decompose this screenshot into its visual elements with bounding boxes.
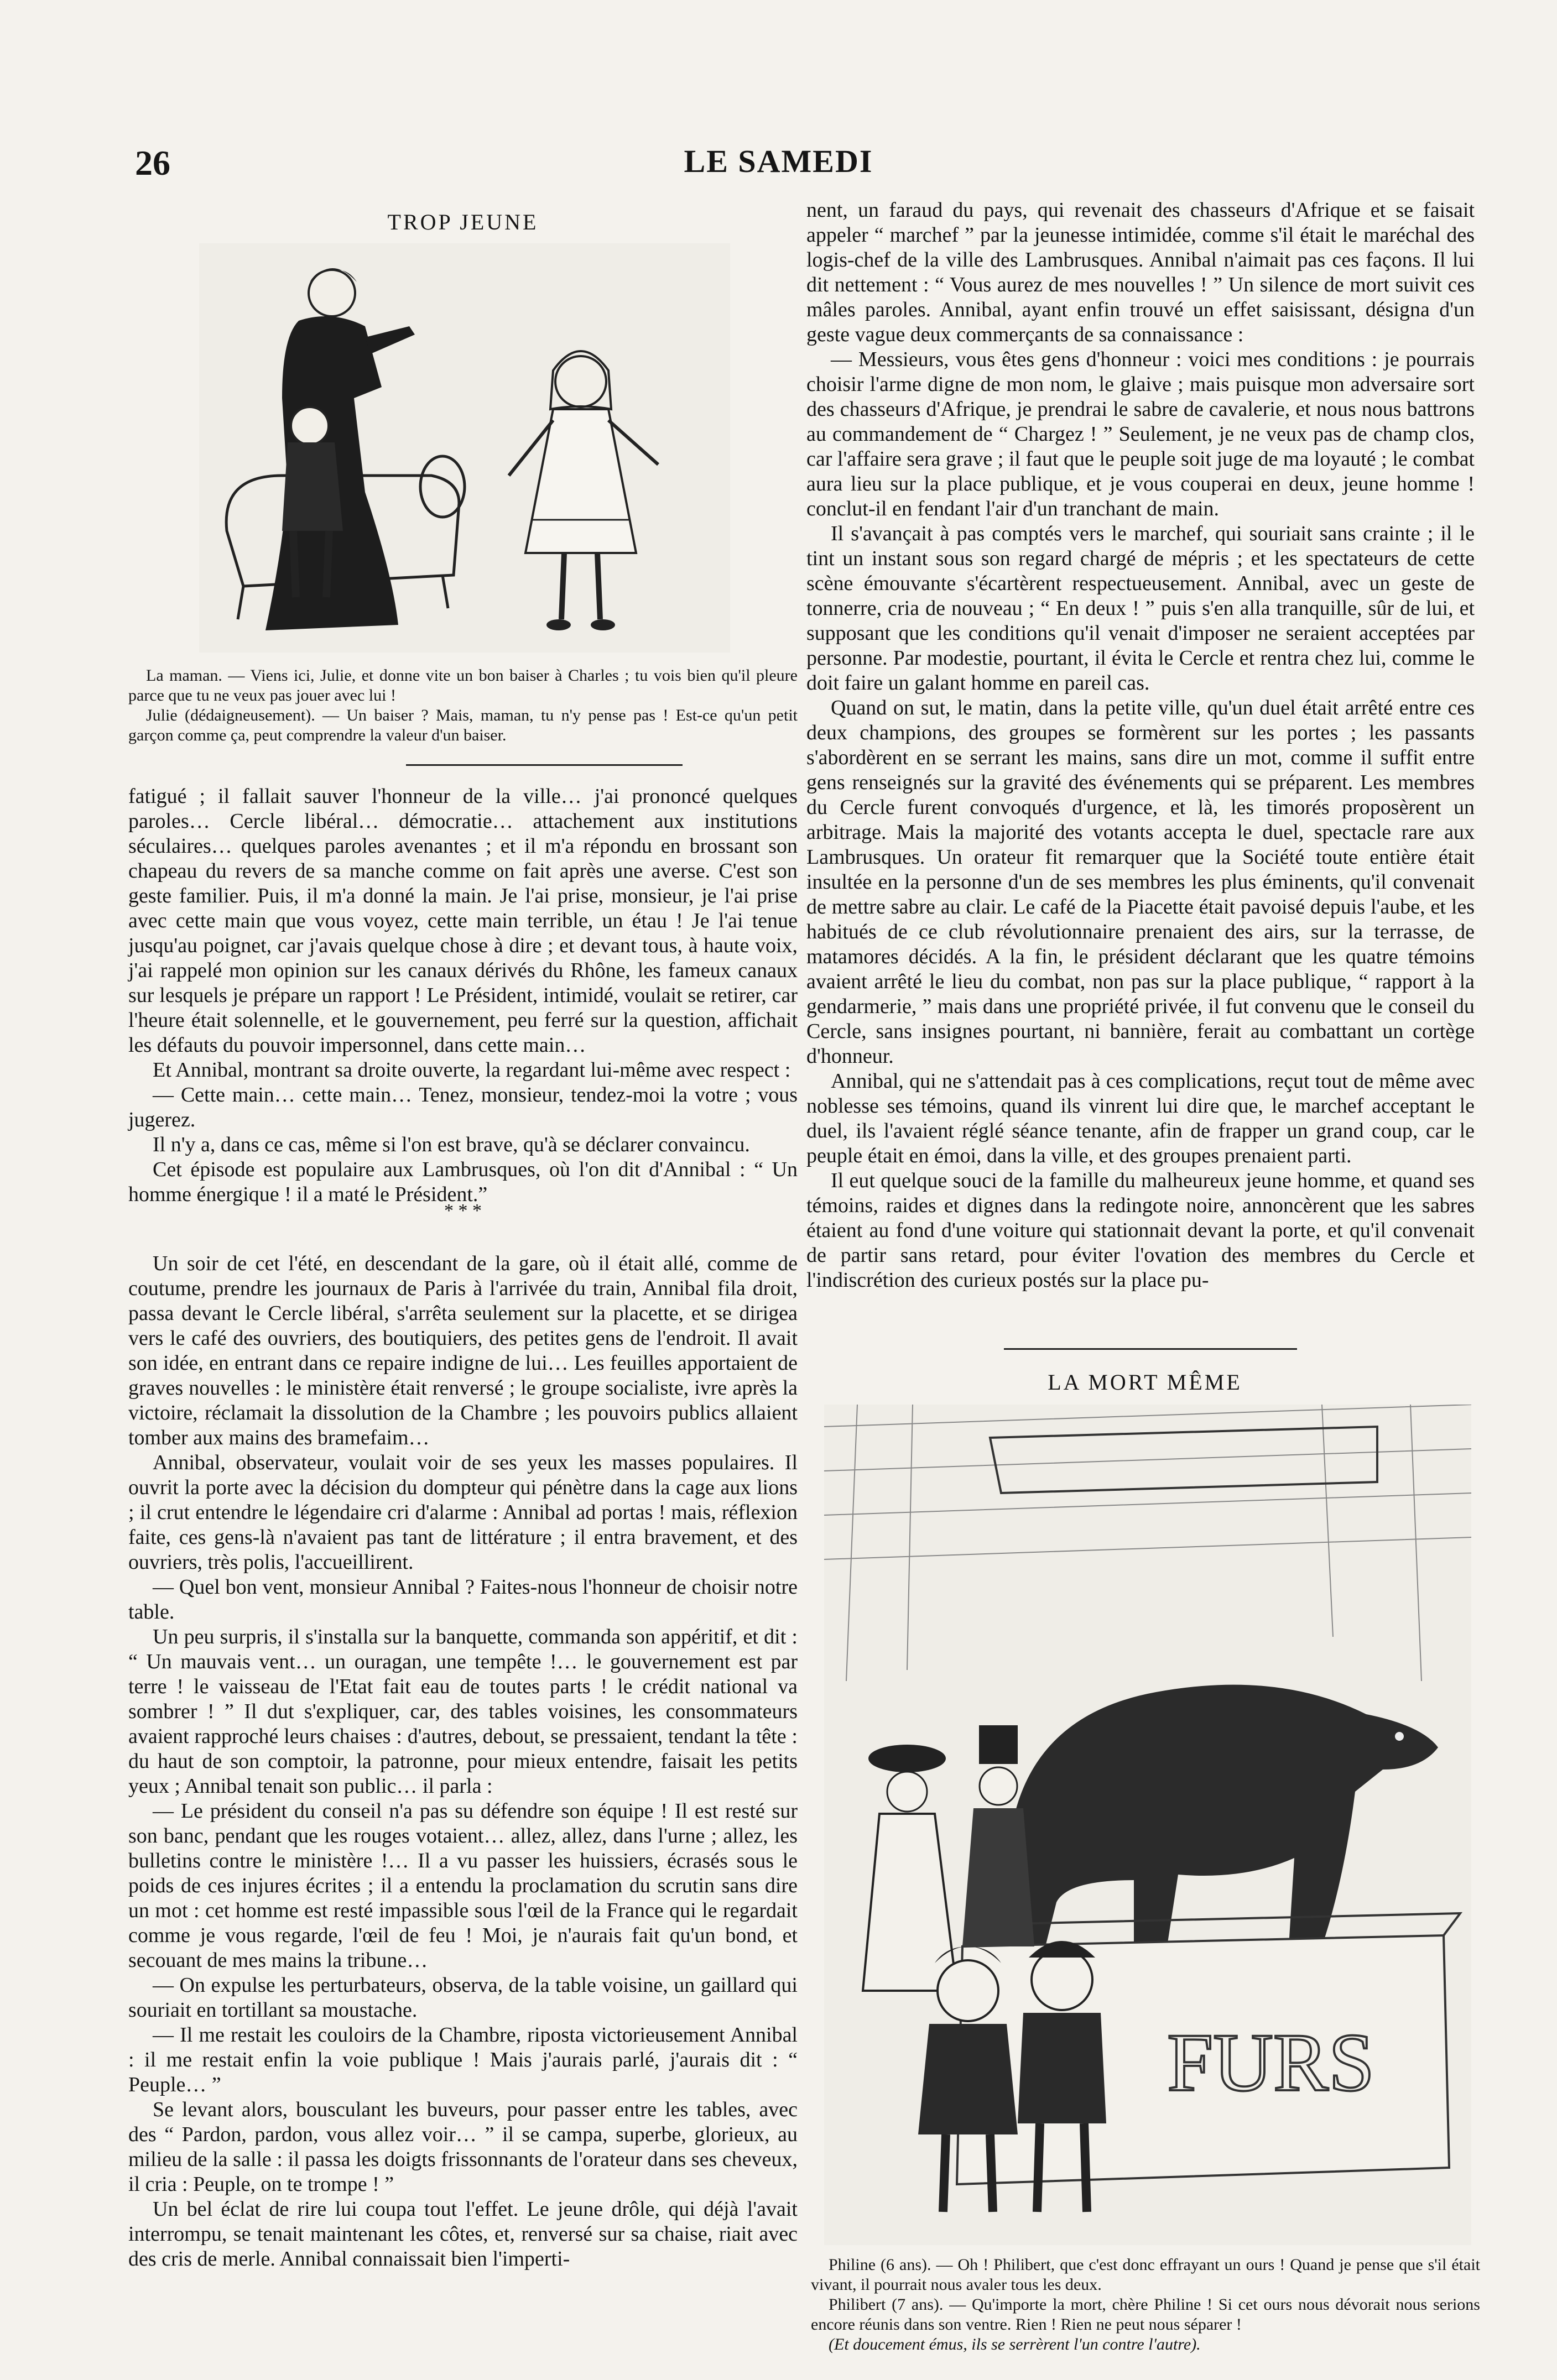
- page-number: 26: [135, 143, 170, 182]
- furs-sign: FURS: [1167, 2017, 1375, 2108]
- paragraph: Un peu surpris, il s'installa sur la banquette, commanda son appéritif, et dit : “ Un mauvais vent… un ouragan, une tempête !… le gouvernement est par terre ! le vaisseau de l'Etat fait eau de toutes parts ! le crédit national va sombrer ! ” Il dut s'expliquer, car, des tables voisines, les consommateurs avaient rapproché leurs chaises : d'autres, debout, se pressaient, tendant la tête : du haut de son comptoir, la patronne, pour mieux entendre, faisait les petits yeux ; Annibal tenait son public… il parla :: [128, 1625, 798, 1798]
- paragraph: fatigué ; il fallait sauver l'honneur de la ville… j'ai prononcé quelques paroles… Cercle libéral… démocratie… attachement aux institutions séculaires… quelques paroles avenantes ; et il m'a répondu en brossant son chapeau du revers de sa manche comme on fait après une averse. C'est son geste familier. Puis, il m'a donné la main. Je l'ai prise, monsieur, je l'ai prise avec cette main que vous voyez, cette main terrible, un étau ! Je l'ai tenue jusqu'au poignet, car j'avais quelque chose à dire ; et devant tous, à haute voix, j'ai rappelé mon opinion sur les canaux dérivés du Rhône, les fameux canaux sur lesquels je prépare un rapport ! Le Président, intimidé, voulait se retirer, car l'heure était solennelle, et le gouvernement, peu ferré sur la question, affichait les défauts du pouvoir impersonnel, dans cette main…: [128, 785, 798, 1057]
- paragraph: Se levant alors, bousculant les buveurs, pour passer entre les tables, avec des “ Pardon, pardon, vous allez voir… ” il se campa, superbe, glorieux, au milieu de la salle : il passa les doigts frissonnants de l'orateur dans ses cheveux, il cria : Peuple, on te trompe ! ”: [128, 2098, 798, 2196]
- section-title-la-mort-meme: LA MORT MÊME: [1048, 1370, 1242, 1395]
- paragraph: Il eut quelque souci de la famille du malheureux jeune homme, et quand ses témoins, raides et dignes dans la redingote noire, annoncèrent que les sabres étaient au fond d'une voiture qui stationnait devant la porte, et qu'il convenait de partir sans retard, pour éviter l'ovation des membres du Cercle et l'indiscrétion des curieux postés sur la place pu-: [806, 1169, 1475, 1292]
- section-title-trop-jeune: TROP JEUNE: [387, 210, 539, 234]
- caption-line: (Et doucement émus, ils se serrèrent l'un contre l'autre).: [829, 2335, 1201, 2353]
- caption-line: Philibert (7 ans). — Qu'importe la mort, chère Philine ! Si cet ours nous dévorait nous serions encore réunis dans son ventre. Rien ! Rien ne peut nous séparer !: [811, 2295, 1480, 2334]
- paragraph: — On expulse les perturbateurs, observa, de la table voisine, un gaillard qui souriait en tortillant sa moustache.: [128, 1974, 798, 2022]
- paragraph: Il n'y a, dans ce cas, même si l'on est brave, qu'à se déclarer convaincu.: [153, 1133, 750, 1156]
- paragraph: Quand on sut, le matin, dans la petite ville, qu'un duel était arrêté entre ces deux champions, des groupes se formèrent sur les portes ; les passants s'abordèrent en se serrant les mains, sans dire un mot, comme il suffit entre gens renseignés sur la gravité des événements qui se préparent. Les membres du Cercle furent convoqués d'urgence, et là, les timorés proposèrent un arbitrage. Mais la majorité des votants accepta le duel, spectacle rare aux Lambrusques. Un orateur fit remarquer que la Société toute entière était insultée en la personne d'un de ses membres les plus éminents, qu'il convenait de mettre sabre au clair. Le café de la Piacette était pavoisé depuis l'aube, et les habitués de ce club révolutionnaire prenaient des airs, sur la terrasse, de matamores décidés. A la fin, le président déclarant que les quatre témoins avaient arrêté le lieu du combat, non pas sur la place publique, “ rapport à la gendarmerie, ” mais dans une propriété privée, il fut convenu que le conseil du Cercle, sans insignes pourtant, ni bannière, ferait au combattant un cortège d'honneur.: [806, 696, 1475, 1068]
- paragraph: Cet épisode est populaire aux Lambrusques, où l'on dit d'Annibal : “ Un homme énergique ! il a maté le Président.”: [128, 1158, 798, 1206]
- paragraph: nent, un faraud du pays, qui revenait des chasseurs d'Afrique et se faisait appeler “ marchef ” par la jeunesse intimidée, comme s'il était le maréchal des logis-chef de la ville des Lambrusques. Annibal n'aimait pas ces façons. Il lui dit nettement : “ Vous aurez de mes nouvelles ! ” Un silence de mort suivit ces mâles paroles. Annibal, ayant enfin trouvé un effet saisissant, désigna d'un geste vague deux commerçants de sa connaissance :: [806, 199, 1475, 346]
- paragraph: — Le président du conseil n'a pas su défendre son équipe ! Il est resté sur son banc, pendant que les rouges votaient… allez, allez, dans l'urne ; allez, les bulletins contre le ministère !… Il a vu passer les huissiers, écrasés sous le poids de ces injures écrites ; il a entendu la proclamation du scrutin sans dire un mot : cet homme est resté impassible sous l'œil de la France qui le regardait comme je vous regarde, l'œil de feu ! Moi, je n'aurais fait qu'un bond, et secouant de mes mains la tribune…: [128, 1799, 798, 1972]
- illustration-bear-children: [824, 1405, 1471, 2245]
- paragraph: — Messieurs, vous êtes gens d'honneur : voici mes conditions : je pourrais choisir l'arme digne de mon nom, le glaive ; mais puisque mon adversaire sort des chasseurs d'Afrique, je prendrai le sabre de cavalerie, et nous nous battrons au commandement de “ Chargez ! ” Seulement, je ne veux pas de champ clos, car l'affaire sera grave ; il faut que le peuple soit juge de ma loyauté ; le combat aura lieu sur la place publique, et je vous couperai en deux, jeune homme ! conclut-il en fendant l'air d'un tranchant de main.: [806, 348, 1475, 520]
- paragraph: — Il me restait les couloirs de la Chambre, riposta victorieusement Annibal : il me restait enfin la voie publique ! Mais j'aurais parlé, j'aurais dit : “ Peuple… ”: [128, 2023, 798, 2096]
- left-column: [128, 784, 798, 2272]
- paragraph: — Quel bon vent, monsieur Annibal ? Faites-nous l'honneur de choisir notre table.: [128, 1575, 798, 1624]
- masthead: LE SAMEDI: [684, 143, 873, 179]
- divider: [406, 764, 683, 766]
- caption-line: La maman. — Viens ici, Julie, et donne vite un bon baiser à Charles ; tu vois bien qu'il pleure parce que tu ne veux pas jouer avec lui !: [128, 666, 798, 704]
- paragraph: Annibal, observateur, voulait voir de ses yeux les masses populaires. Il ouvrit la porte avec la décision du dompteur qui pénètre dans la cage aux lions ; il crut entendre le légendaire cri d'alarme : Annibal ad portas ! mais, réflexion faite, ces gens-là n'avaient pas tant de littérature ; il entra bravement, et des ouvriers, très polis, l'accueillirent.: [128, 1451, 798, 1574]
- caption-line: Philine (6 ans). — Oh ! Philibert, que c'est donc effrayant un ours ! Quand je pense que s'il était vivant, il pourrait nous avaler tous les deux.: [811, 2256, 1480, 2294]
- caption-la-mort-meme: [811, 2255, 1480, 2355]
- paragraph: Un soir de cet l'été, en descendant de la gare, où il était allé, comme de coutume, prendre les journaux de Paris à l'arrivée du train, Annibal fila droit, passa devant le Cercle libéral, s'arrêta seulement sur la placette, et se dirigea vers le café des ouvriers, des boutiquiers, des petites gens de l'endroit. Il avait son idée, en entrant dans ce repaire indigne de lui… Les feuilles apportaient de graves nouvelles : le ministère était renversé ; le groupe socialiste, ivre après la victoire, réclamait la dissolution de la Chambre ; les pouvoirs publics allaient tomber aux mains des bramefaim…: [128, 1252, 798, 1449]
- caption-trop-jeune: [128, 666, 798, 745]
- illustration-mother-children: [199, 243, 730, 653]
- paragraph: Et Annibal, montrant sa droite ouverte, la regardant lui-même avec respect :: [153, 1058, 791, 1082]
- right-column: [806, 198, 1475, 1293]
- caption-line: Julie (dédaigneusement). — Un baiser ? Mais, maman, tu n'y pense pas ! Est-ce qu'un petit garçon comme ça, peut comprendre la valeur d'un baiser.: [128, 706, 798, 744]
- divider: [1004, 1348, 1297, 1350]
- section-break-stars: * * *: [444, 1201, 482, 1221]
- paragraph: Annibal, qui ne s'attendait pas à ces complications, reçut tout de même avec noblesse ses témoins, quand ils vinrent lui dire que, le marchef acceptant le duel, ils l'avaient réglé séance tenante, afin de frapper un grand coup, car le peuple était en émoi, dans la ville, et des groupes prenaient parti.: [806, 1069, 1475, 1167]
- paragraph: Il s'avançait à pas comptés vers le marchef, qui souriait sans crainte ; il le tint un instant sous son regard chargé de mépris ; et les spectateurs de cette scène émouvante s'écartèrent respectueusement. Annibal, avec un geste de tonnerre, cria de nouveau ; “ En deux ! ” puis s'en alla tranquille, sûr de lui, et supposant que les conditions qu'il venait d'imposer ne seraient acceptées par personne. Par modestie, pourtant, il évita le Cercle et rentra chez lui, comme le doit faire un galant homme en pareil cas.: [806, 522, 1475, 695]
- paragraph: — Cette main… cette main… Tenez, monsieur, tendez-moi la votre ; vous jugerez.: [128, 1083, 798, 1131]
- paragraph: Un bel éclat de rire lui coupa tout l'effet. Le jeune drôle, qui déjà l'avait interrompu, se tenait maintenant les côtes, et, renversé sur sa chaise, riait avec des cris de merle. Annibal connaissait bien l'imperti-: [128, 2198, 798, 2271]
